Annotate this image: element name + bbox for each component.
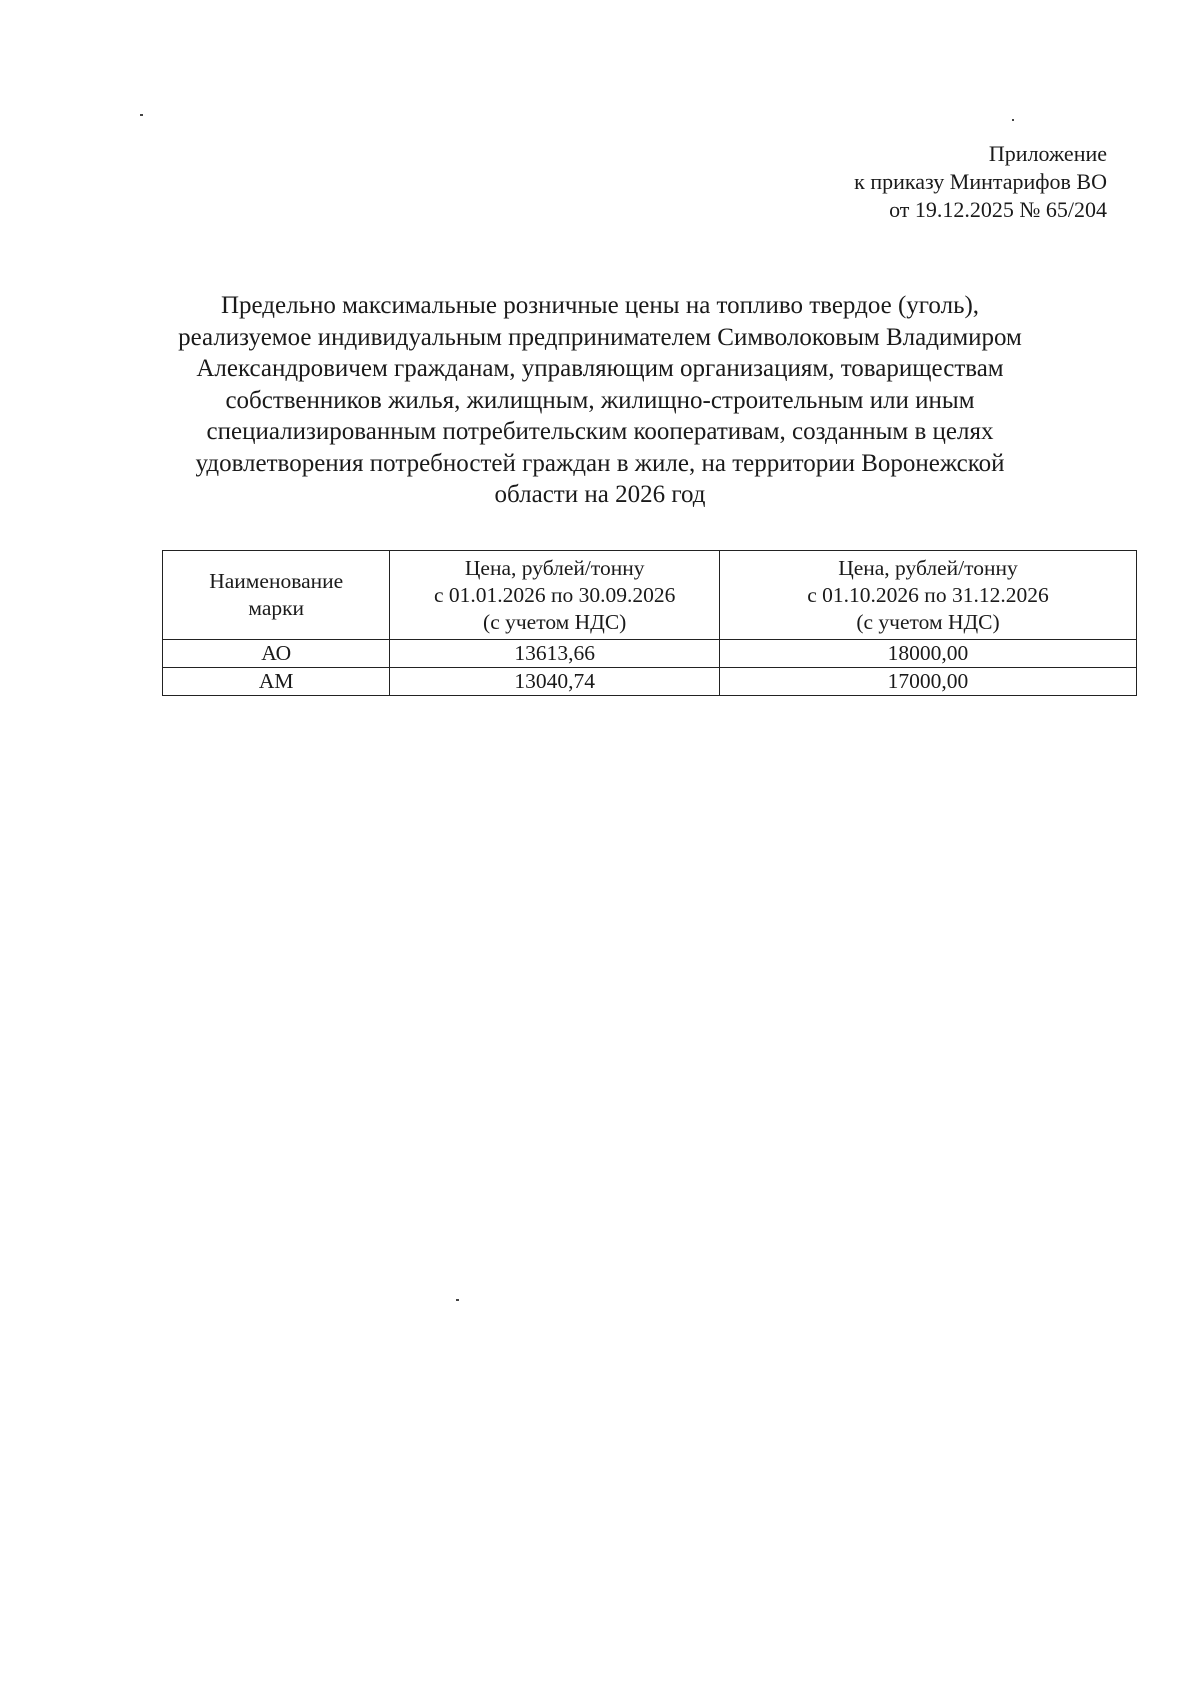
header-price-period1-line3: (с учетом НДС) (483, 609, 627, 634)
header-price-period1-line2: с 01.01.2026 по 30.09.2026 (433, 582, 676, 607)
header-price-period1-line1: Цена, рублей/тонну (464, 555, 645, 580)
table-row (163, 668, 1137, 696)
title-line: области на 2026 год (494, 481, 706, 508)
cell-brand: АО (163, 640, 390, 668)
document-title (150, 290, 1050, 511)
scan-speck-bottom (456, 1299, 459, 1301)
annex-label: Приложение (988, 141, 1107, 166)
table-header-row (163, 551, 1137, 640)
price-table (162, 550, 1137, 696)
title-line: Предельно максимальные розничные цены на топливо твердое (уголь), (220, 292, 980, 319)
header-price-period2-line3: (с учетом НДС) (856, 609, 1000, 634)
header-brand-line1: Наименование (209, 569, 344, 593)
header-price-period2-line1: Цена, рублей/тонну (838, 555, 1018, 580)
title-line: Александровичем гражданам, управляющим организациям, товариществам (196, 355, 1004, 382)
cell-brand: АМ (163, 668, 390, 696)
title-line: реализуемое индивидуальным предпринимателем Символоковым Владимиром (178, 323, 1022, 351)
scan-speck-top-right (1012, 119, 1014, 121)
header-brand-line2: марки (248, 596, 305, 620)
scan-speck-top-left (140, 114, 143, 116)
cell-price-period2: 17000,00 (719, 668, 1136, 696)
table-row (163, 640, 1137, 668)
cell-price-period1: 13613,66 (390, 640, 720, 668)
header-price-period2 (719, 551, 1136, 640)
title-line: специализированным потребительским кооперативам, созданным в целях (206, 418, 994, 445)
header-price-period1 (390, 551, 720, 640)
annex-header (854, 140, 1107, 224)
annex-order-ref: к приказу Минтарифов ВО (854, 169, 1107, 194)
annex-order-date: от 19.12.2025 № 65/204 (889, 197, 1107, 222)
header-price-period2-line2: с 01.10.2026 по 31.12.2026 (807, 582, 1049, 607)
cell-price-period1: 13040,74 (390, 668, 720, 696)
header-brand (163, 551, 390, 640)
title-line: удовлетворения потребностей граждан в жиле, на территории Воронежской (195, 449, 1005, 477)
cell-price-period2: 18000,00 (719, 640, 1136, 668)
title-line: собственников жилья, жилищным, жилищно-строительным или иным (225, 386, 975, 414)
